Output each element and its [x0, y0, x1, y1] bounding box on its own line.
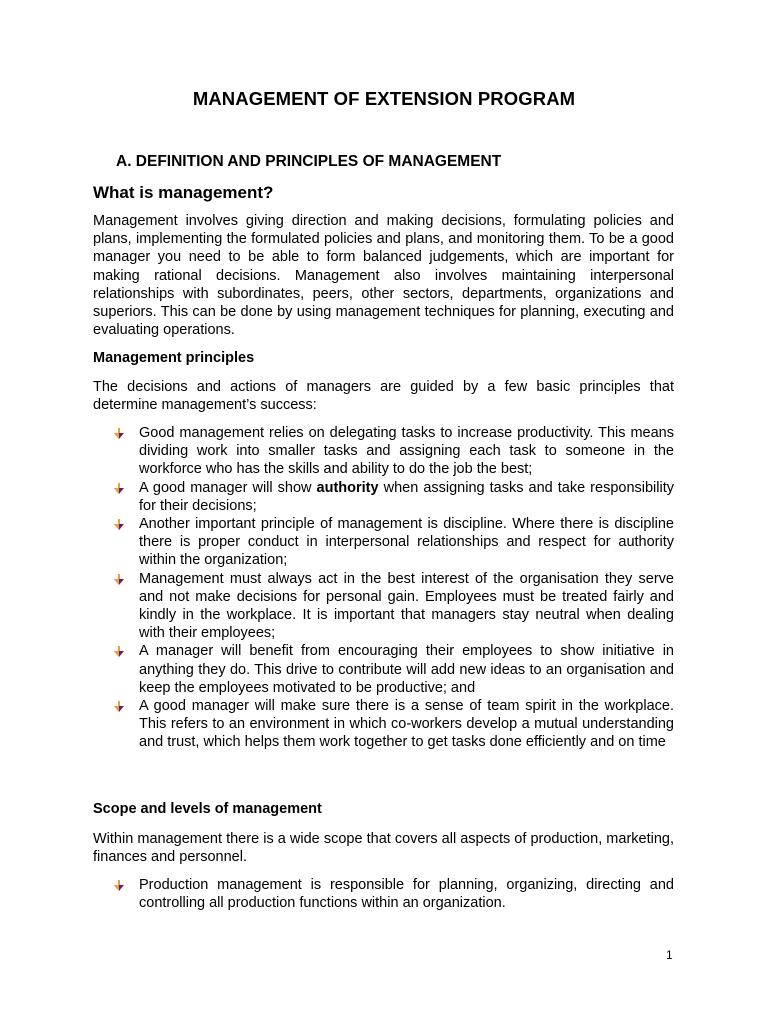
- arrow-down-bullet-icon: [113, 483, 125, 495]
- scope-paragraph: Within management there is a wide scope that covers all aspects of production, marketing, finances and personnel.: [93, 831, 674, 866]
- what-is-management-paragraph: Management involves giving direction and making decisions, formulating policies and plans, implementing the formulated policies and plans, and monitoring them. To be a good manager you need to be able to form balanced judgements, which are important for making rational decisions. Management also involves maintaining interpersonal relationships with subordinates, peers, other sectors, departments, organizations and superiors. This can be done by using management techniques for planning, executing and evaluating operations.: [93, 213, 674, 339]
- arrow-down-bullet-icon: [113, 646, 125, 658]
- list-item-text: Another important principle of management is discipline. Where there is discipline there is proper conduct in interpersonal relationships and respect for authority within the organization;: [139, 516, 674, 569]
- arrow-down-bullet-icon: [113, 701, 125, 713]
- page-number: 1: [666, 948, 673, 962]
- principles-intro-paragraph: The decisions and actions of managers are guided by a few basic principles that determine management’s success:: [93, 379, 674, 414]
- list-item: [113, 424, 674, 479]
- list-item-text: A good manager will make sure there is a sense of team spirit in the workplace. This refers to an environment in which co-workers develop a mutual understanding and trust, which helps them work together to get tasks done efficiently and on time: [139, 698, 674, 751]
- scope-heading: Scope and levels of management: [93, 801, 322, 817]
- list-item: [113, 876, 674, 912]
- management-principles-heading: Management principles: [93, 350, 255, 366]
- arrow-down-bullet-icon: [113, 428, 125, 440]
- list-item-text: A good manager will show authority when assigning tasks and take responsibility for their decisions;: [139, 479, 674, 514]
- document-title: MANAGEMENT OF EXTENSION PROGRAM: [192, 88, 576, 109]
- scope-list: [113, 876, 674, 912]
- list-item: [113, 515, 674, 570]
- list-item-text: Management must always act in the best interest of the organisation they serve and not make decisions for personal gain. Employees must be treated fairly and kindly in the workplace. It is important that managers stay neutral when dealing with their employees;: [139, 570, 674, 642]
- principles-list: [113, 424, 674, 752]
- what-is-management-heading: What is management?: [93, 183, 274, 202]
- list-item-text: A manager will benefit from encouraging their employees to show initiative in anything they do. This drive to contribute will add new ideas to an organisation and keep the employees motivated to be productive; and: [139, 643, 674, 696]
- list-item-text: Production management is responsible for planning, organizing, directing and controlling all production functions within an organization.: [139, 877, 674, 912]
- arrow-down-bullet-icon: [113, 519, 125, 531]
- arrow-down-bullet-icon: [113, 574, 125, 586]
- list-item: [113, 642, 674, 697]
- arrow-down-bullet-icon: [113, 880, 125, 892]
- list-item: [113, 479, 674, 515]
- list-item: [113, 570, 674, 643]
- list-item-text: Good management relies on delegating tasks to increase productivity. This means dividing work into smaller tasks and assigning each task to someone in the workforce who has the skills and ability to do the job the best;: [139, 425, 674, 478]
- section-heading-a: A. DEFINITION AND PRINCIPLES OF MANAGEMENT: [116, 153, 502, 170]
- list-item: [113, 697, 674, 752]
